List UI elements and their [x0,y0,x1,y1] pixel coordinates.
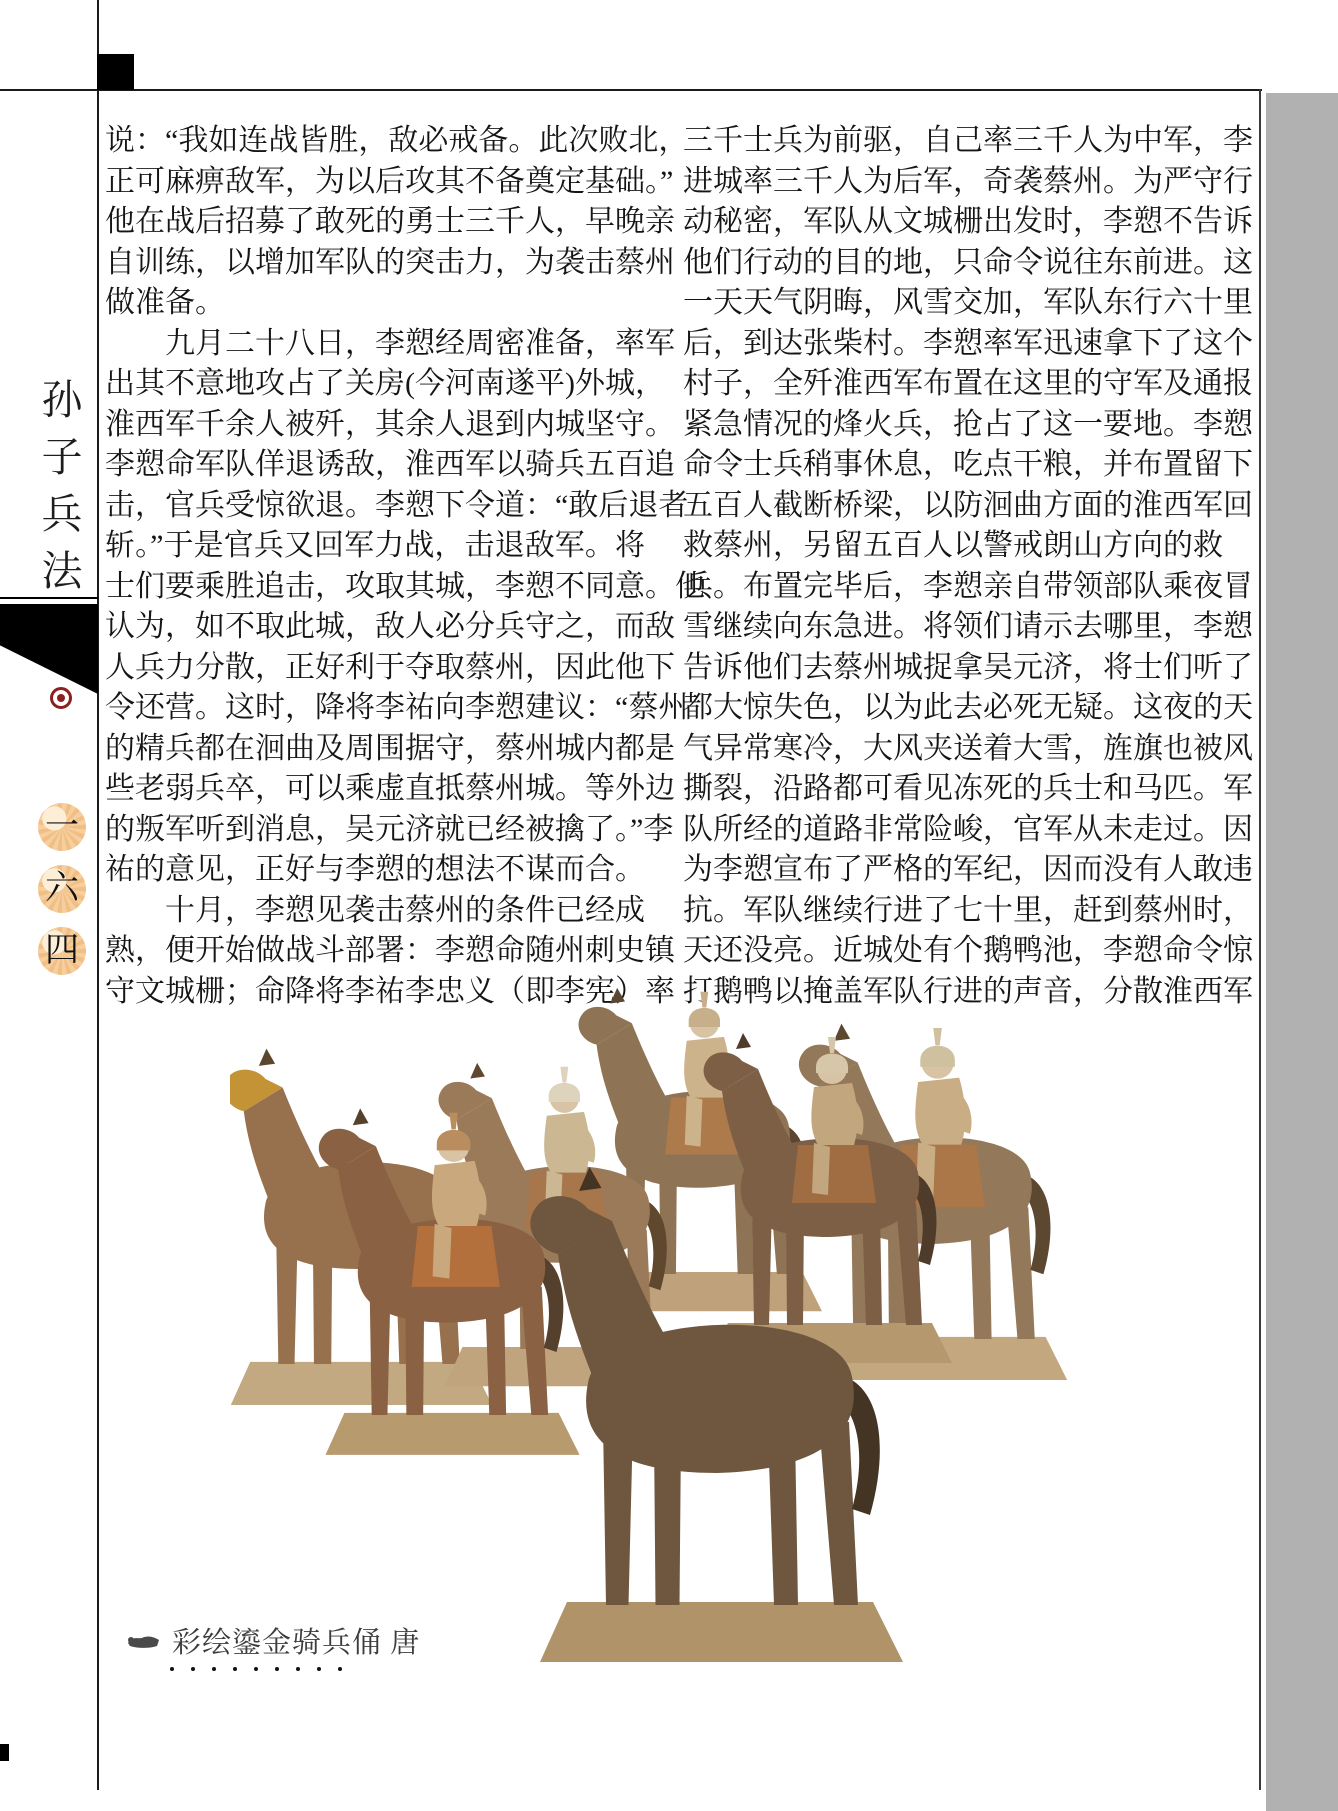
page-number-seal: 六 [38,865,86,913]
text-line: 淮西军千余人被歼，其余人退到内城坚守。 [105,407,675,441]
book-title-char: 子 [41,434,83,480]
text-line: 他们行动的目的地，只命令说往东前进。这 [683,245,1253,279]
text-line: 击，官兵受惊欲退。李愬下令道：“敢后退者 [105,488,689,522]
left-column [105,121,705,1012]
text-line: 的精兵都在洄曲及周围据守，蔡州城内都是 [105,731,675,765]
page-number-seal: 一 [38,803,86,851]
caption-dots [170,1667,420,1671]
text-line: 撕裂，沿路都可看见冻死的兵士和马匹。军 [683,772,1253,805]
text-line: 救蔡州，另留五百人以警戒朗山方向的救 [683,529,1223,562]
text-line: 为李愬宣布了严格的军纪，因而没有人敢违 [683,853,1253,886]
bullet-icon [50,687,72,709]
text-line: 士们要乘胜追击，攻取其城，李愬不同意。他 [105,569,705,603]
text-line: 正可麻痹敌军，为以后攻其不备奠定基础。” [105,164,674,198]
text-line: 紧急情况的烽火兵，抢占了这一要地。李愬 [683,407,1253,441]
text-line: 村子，全歼淮西军布置在这里的守军及通报 [683,367,1253,400]
text-line: 九月二十八日，李愬经周密准备，率军 [105,326,675,360]
figure-caption-text: 彩绘鎏金骑兵俑 唐 [172,1627,421,1659]
text-line: 气异常寒冷，大风夹送着大雪，旌旗也被风 [683,731,1253,765]
text-line: 动秘密，军队从文城栅出发时，李愬不告诉 [683,205,1253,238]
right-rule [1259,89,1261,1790]
text-line: 一天天气阴晦，风雪交加，军队东行六十里 [683,286,1253,319]
text-line: 命令士兵稍事休息，吃点干粮，并布置留下 [683,448,1253,481]
book-title-char: 兵 [41,491,83,537]
cavalry-figurines-image [230,965,1075,1665]
text-line: 雪继续向东急进。将领们请示去哪里，李愬 [683,610,1253,643]
text-line: 些老弱兵卒，可以乘虚直抵蔡州城。等外边 [105,772,675,805]
text-line: 后，到达张柴村。李愬率军迅速拿下了这个 [683,326,1253,360]
bottom-left-mark [0,1744,9,1761]
text-line: 自训练，以增加军队的突击力，为袭击蔡州 [105,245,675,279]
text-line: 说：“我如连战皆胜，敌必戒备。此次败北， [105,124,689,157]
text-line: 出其不意地攻占了关房(今河南遂平)外城， [105,367,665,400]
left-rule [97,0,99,1790]
sidebar-wedge [0,604,98,694]
text-line: 做准备。 [105,286,225,319]
right-column [683,121,1253,1012]
text-line: 五百人截断桥梁，以防洄曲方面的淮西军回 [683,488,1253,522]
text-line: 认为，如不取此城，敌人必分兵守之，而敌 [105,610,675,643]
figurines-photo [230,965,1075,1665]
text-line: 十月，李愬见袭击蔡州的条件已经成 [105,893,645,927]
text-line: 兵。布置完毕后，李愬亲自带领部队乘夜冒 [683,569,1253,603]
figurine-icon [126,1632,162,1650]
sidebar-rule [0,597,98,599]
text-line: 他在战后招募了敢死的勇士三千人，早晚亲 [105,205,675,238]
book-title-vertical [36,377,88,594]
top-rule [0,89,1262,91]
text-line: 三千士兵为前驱，自己率三千人为中军，李 [683,124,1253,157]
right-gray-rail [1266,93,1338,1811]
text-line: 人兵力分散，正好利于夺取蔡州，因此他下 [105,650,675,684]
text-line: 熟，便开始做战斗部署：李愬命随州刺史镇 [105,934,675,967]
page-number-seal: 四 [38,927,86,975]
book-title-char: 孙 [41,377,83,423]
book-title-char: 法 [41,548,83,594]
text-line: 祐的意见，正好与李愬的想法不谋而合。 [105,853,645,886]
text-line: 都大惊失色，以为此去必死无疑。这夜的天 [683,691,1253,724]
page-number-vertical [38,803,86,975]
text-line: 守文城栅；命降将李祐李忠义（即李宪）率 [105,974,675,1008]
text-line: 打鹅鸭以掩盖军队行进的声音，分散淮西军 [683,974,1253,1008]
text-line: 令还营。这时，降将李祐向李愬建议：“蔡州 [105,691,689,724]
text-line: 告诉他们去蔡州城捉拿吴元济，将士们听了 [683,650,1253,684]
text-line: 进城率三千人为后军，奇袭蔡州。为严守行 [683,164,1253,198]
text-line: 斩。”于是官兵又回军力战，击退敌军。将 [105,529,645,562]
text-line: 队所经的道路非常险峻，官军从未走过。因 [683,812,1253,846]
text-line: 抗。军队继续行进了七十里，赶到蔡州时， [683,893,1253,927]
text-line: 天还没亮。近城处有个鹅鸭池，李愬命令惊 [683,934,1253,967]
corner-square [97,54,134,90]
text-line: 李愬命军队佯退诱敌，淮西军以骑兵五百追 [105,448,675,481]
figure-caption [126,1620,420,1671]
text-line: 的叛军听到消息，吴元济就已经被擒了。”李 [105,812,674,846]
